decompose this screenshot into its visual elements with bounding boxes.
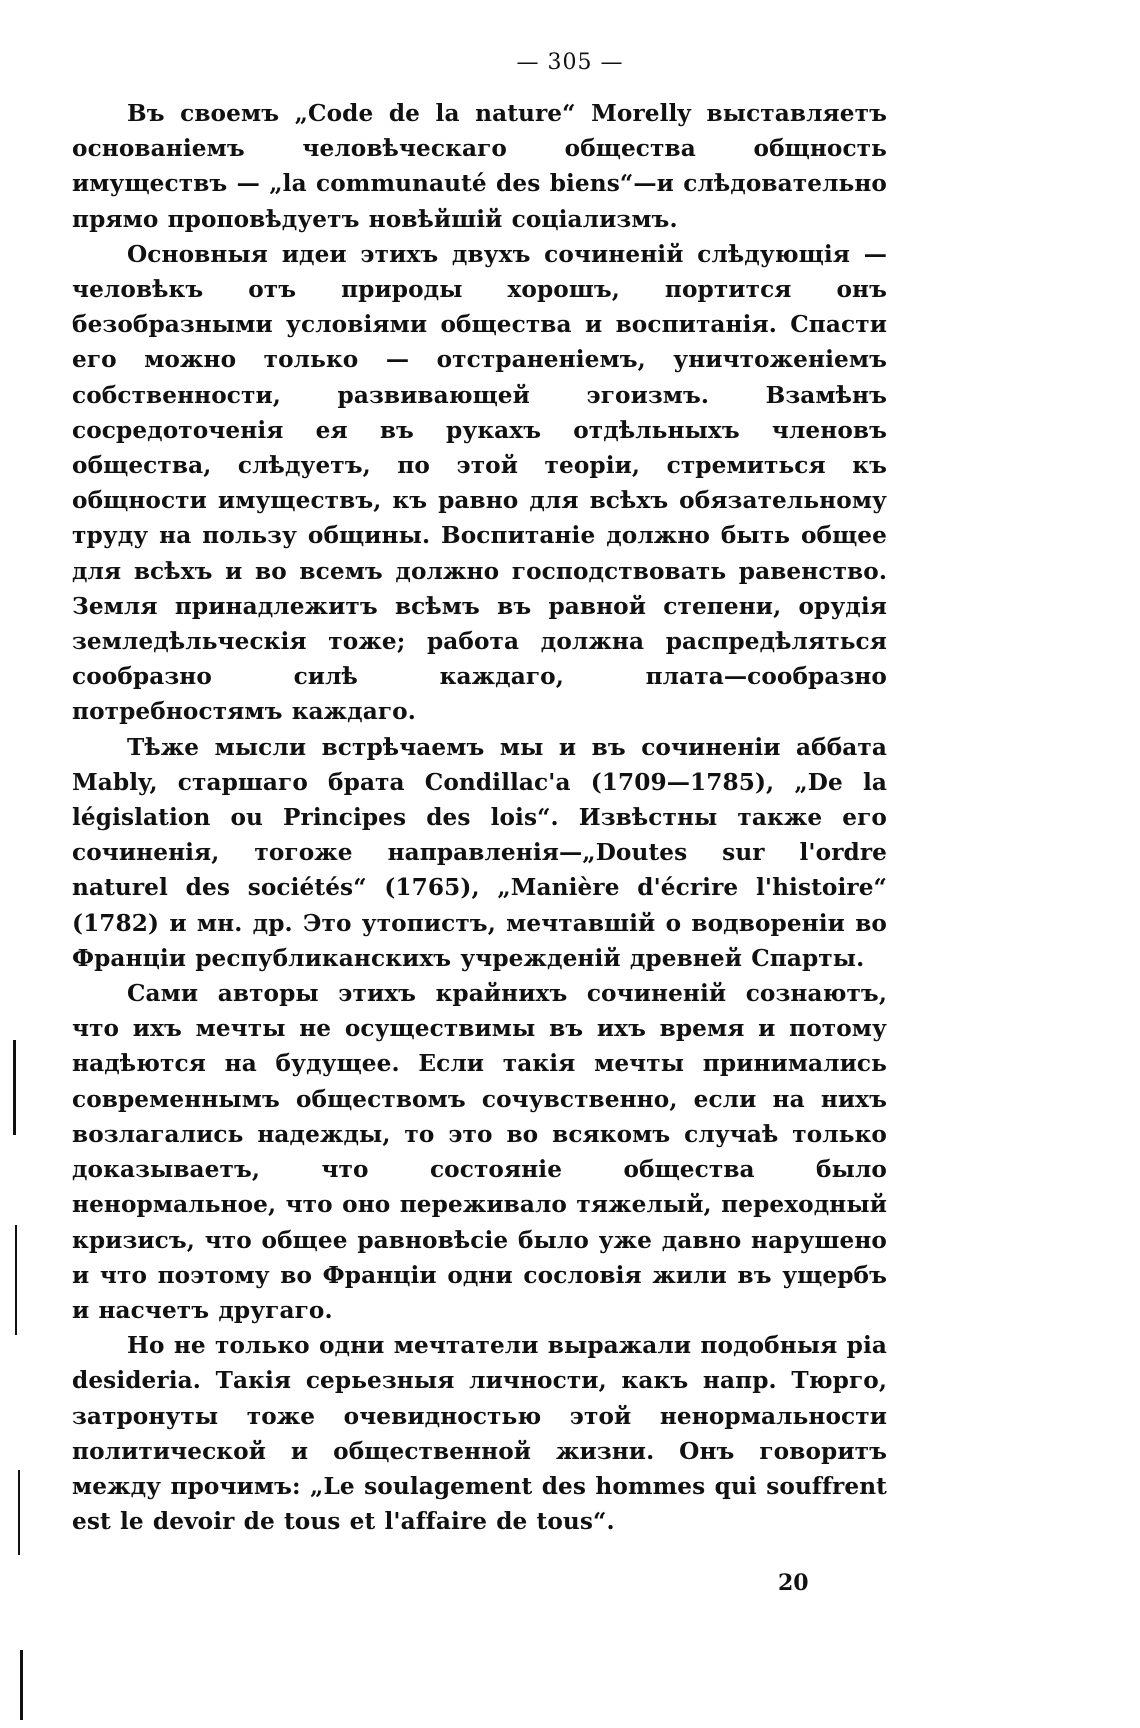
left-margin-rule	[15, 1225, 17, 1335]
paragraph-4: Сами авторы этихъ крайнихъ сочиненій сознаютъ, что ихъ мечты не осуществимы въ ихъ время и потому надѣются на будущее. Если такія мечты принимались современнымъ обществомъ сочувственно, если на нихъ возлагались надежды, то это во всякомъ случаѣ только доказываетъ, что состояніе общества было ненормальное, что оно переживало тяжелый, переходный кризисъ, что общее равновѣсіе было уже давно нарушено и что поэтому во Франціи одни сословія жили въ ущербъ и насчетъ другаго.	[72, 980, 887, 1324]
paragraph-5: Но не только одни мечтатели выражали подобныя pia desideria. Такія серьезныя личности, какъ напр. Тюрго, затронуты тоже очевидностью этой ненормальности политической и общественной жизни. Онъ говоритъ между прочимъ: „Le soulagement des hommes qui souffrent est le devoir de tous et l'affaire de tous“.	[72, 1332, 887, 1536]
left-margin-rule	[20, 1650, 23, 1720]
left-margin-rule	[13, 1040, 16, 1135]
left-margin-rule	[18, 1470, 20, 1555]
paragraph-3: Тѣже мысли встрѣчаемъ мы и въ сочиненіи аббата Mably, старшаго брата Condillac'а (1709—1785), „De la législation ou Principes des lois“. Извѣстны также его сочиненія, тогоже направленія—„Doutes sur l'ordre naturel des sociétés“ (1765), „Manière d'écrire l'histoire“ (1782) и мн. др. Это утопистъ, мечтавшій о водвореніи во Франціи республиканскихъ учрежденій древней Спарты.	[72, 733, 887, 972]
paragraph-2: Основныя идеи этихъ двухъ сочиненій слѣдующія — человѣкъ отъ природы хорошъ, портится онъ безобразными условіями общества и воспитанія. Спасти его можно только — отстраненіемъ, уничтоженіемъ собственности, развивающей эгоизмъ. Взамѣнъ сосредоточенія ея въ рукахъ отдѣльныхъ членовъ общества, слѣдуетъ, по этой теоріи, стремиться къ общности имуществъ, къ равно для всѣхъ обязательному труду на пользу общины. Воспитаніе должно быть общее для всѣхъ и во всемъ должно господствовать равенство. Земля принадлежитъ всѣмъ въ равной степени, орудія земледѣльческія тоже; работа должна распредѣляться сообразно силѣ каждаго, плата—сообразно потребностямъ каждаго.	[72, 240, 887, 726]
paragraph-1: Въ своемъ „Code de la nature“ Morelly выставляетъ основаніемъ человѣческаго общества общность имуществъ — „la communauté des biens“—и слѣдовательно прямо проповѣдуетъ новѣйшій соціализмъ.	[72, 100, 887, 233]
page-number: — 305 —	[516, 50, 624, 75]
text-column	[72, 96, 887, 1539]
signature-mark: 20	[778, 1570, 809, 1596]
